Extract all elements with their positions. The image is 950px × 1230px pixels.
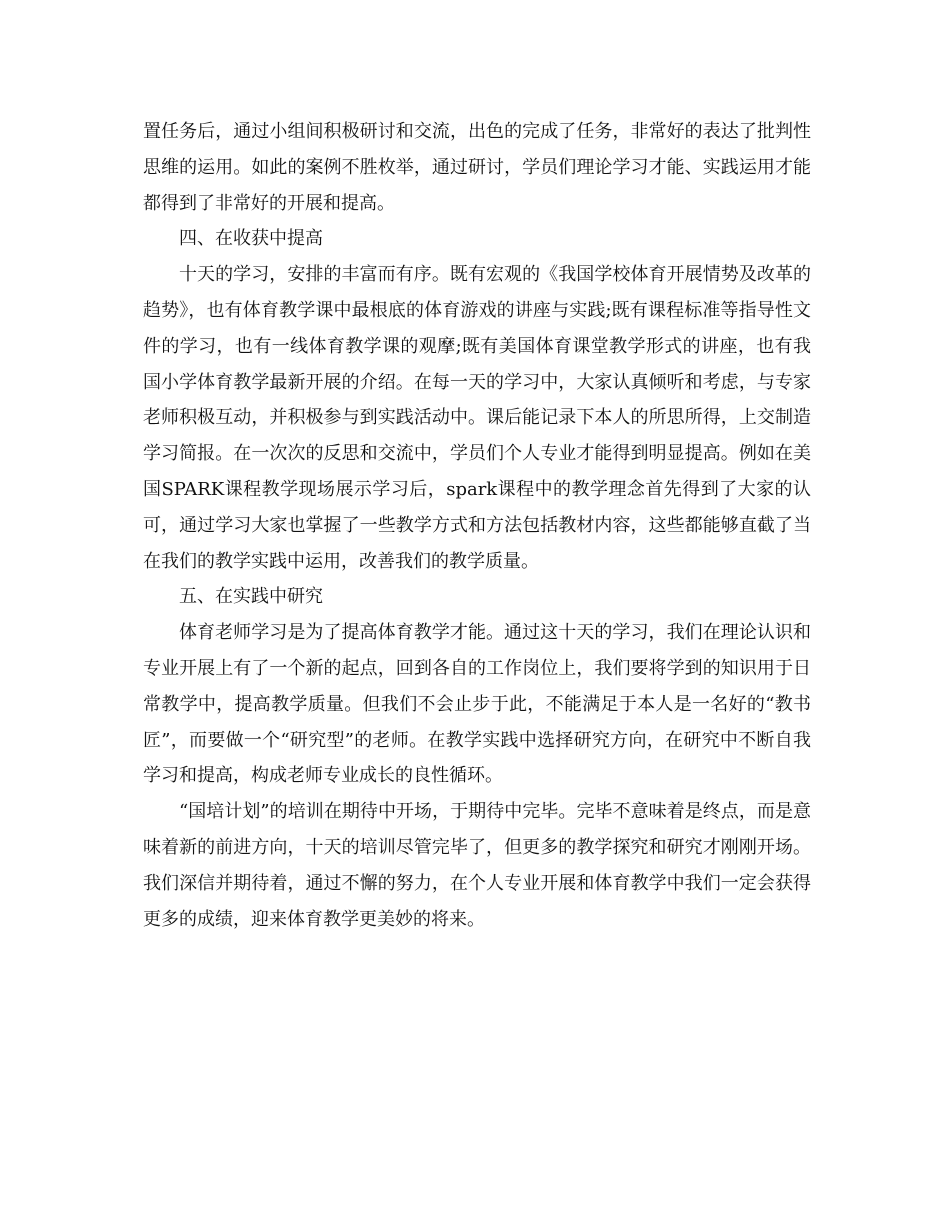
section-heading-four: 四、在收获中提高 <box>179 228 323 250</box>
paragraph-practice-research: 体育老师学习是为了提高体育教学才能。通过这十天的学习，我们在理论认识和专业开展上有了一个新的起点，回到各自的工作岗位上，我们要将学到的知识用于日常教学中，提高教学质量。但我们不会止步于此，不能满足于本人是一名好的“教书匠”，而要做一个“研究型”的老师。在教学实践中选择研究方向，在研究中不断自我学习和提高，构成老师专业成长的良性循环。 <box>143 622 811 787</box>
document-body <box>143 114 811 937</box>
paragraph-continuation: 置任务后，通过小组间积极研讨和交流，出色的完成了任务，非常好的表达了批判性思维的运用。如此的案例不胜枚举，通过研讨，学员们理论学习才能、实践运用才能都得到了非常好的开展和提高。 <box>143 121 811 214</box>
paragraph-conclusion: “国培计划”的培训在期待中开场，于期待中完毕。完毕不意味着是终点，而是意味着新的前进方向，十天的培训尽管完毕了，但更多的教学探究和研究才刚刚开场。我们深信并期待着，通过不懈的努力，在个人专业开展和体育教学中我们一定会获得更多的成绩，迎来体育教学更美妙的将来。 <box>143 801 811 930</box>
section-heading-five: 五、在实践中研究 <box>179 586 323 608</box>
paragraph-learning-schedule: 十天的学习，安排的丰富而有序。既有宏观的《我国学校体育开展情势及改革的趋势》，也有体育教学课中最根底的体育游戏的讲座与实践;既有课程标准等指导性文件的学习，也有一线体育教学课的观摩;既有美国体育课堂教学形式的讲座，也有我国小学体育教学最新开展的介绍。在每一天的学习中，大家认真倾听和考虑，与专家老师积极互动，并积极参与到实践活动中。课后能记录下本人的所思所得，上交制造学习简报。在一次次的反思和交流中，学员们个人专业才能得到明显提高。例如在美国SPARK课程教学现场展示学习后，spark课程中的教学理念首先得到了大家的认可，通过学习大家也掌握了一些教学方式和方法包括教材内容，这些都能够直截了当在我们的教学实践中运用，改善我们的教学质量。 <box>143 264 811 572</box>
